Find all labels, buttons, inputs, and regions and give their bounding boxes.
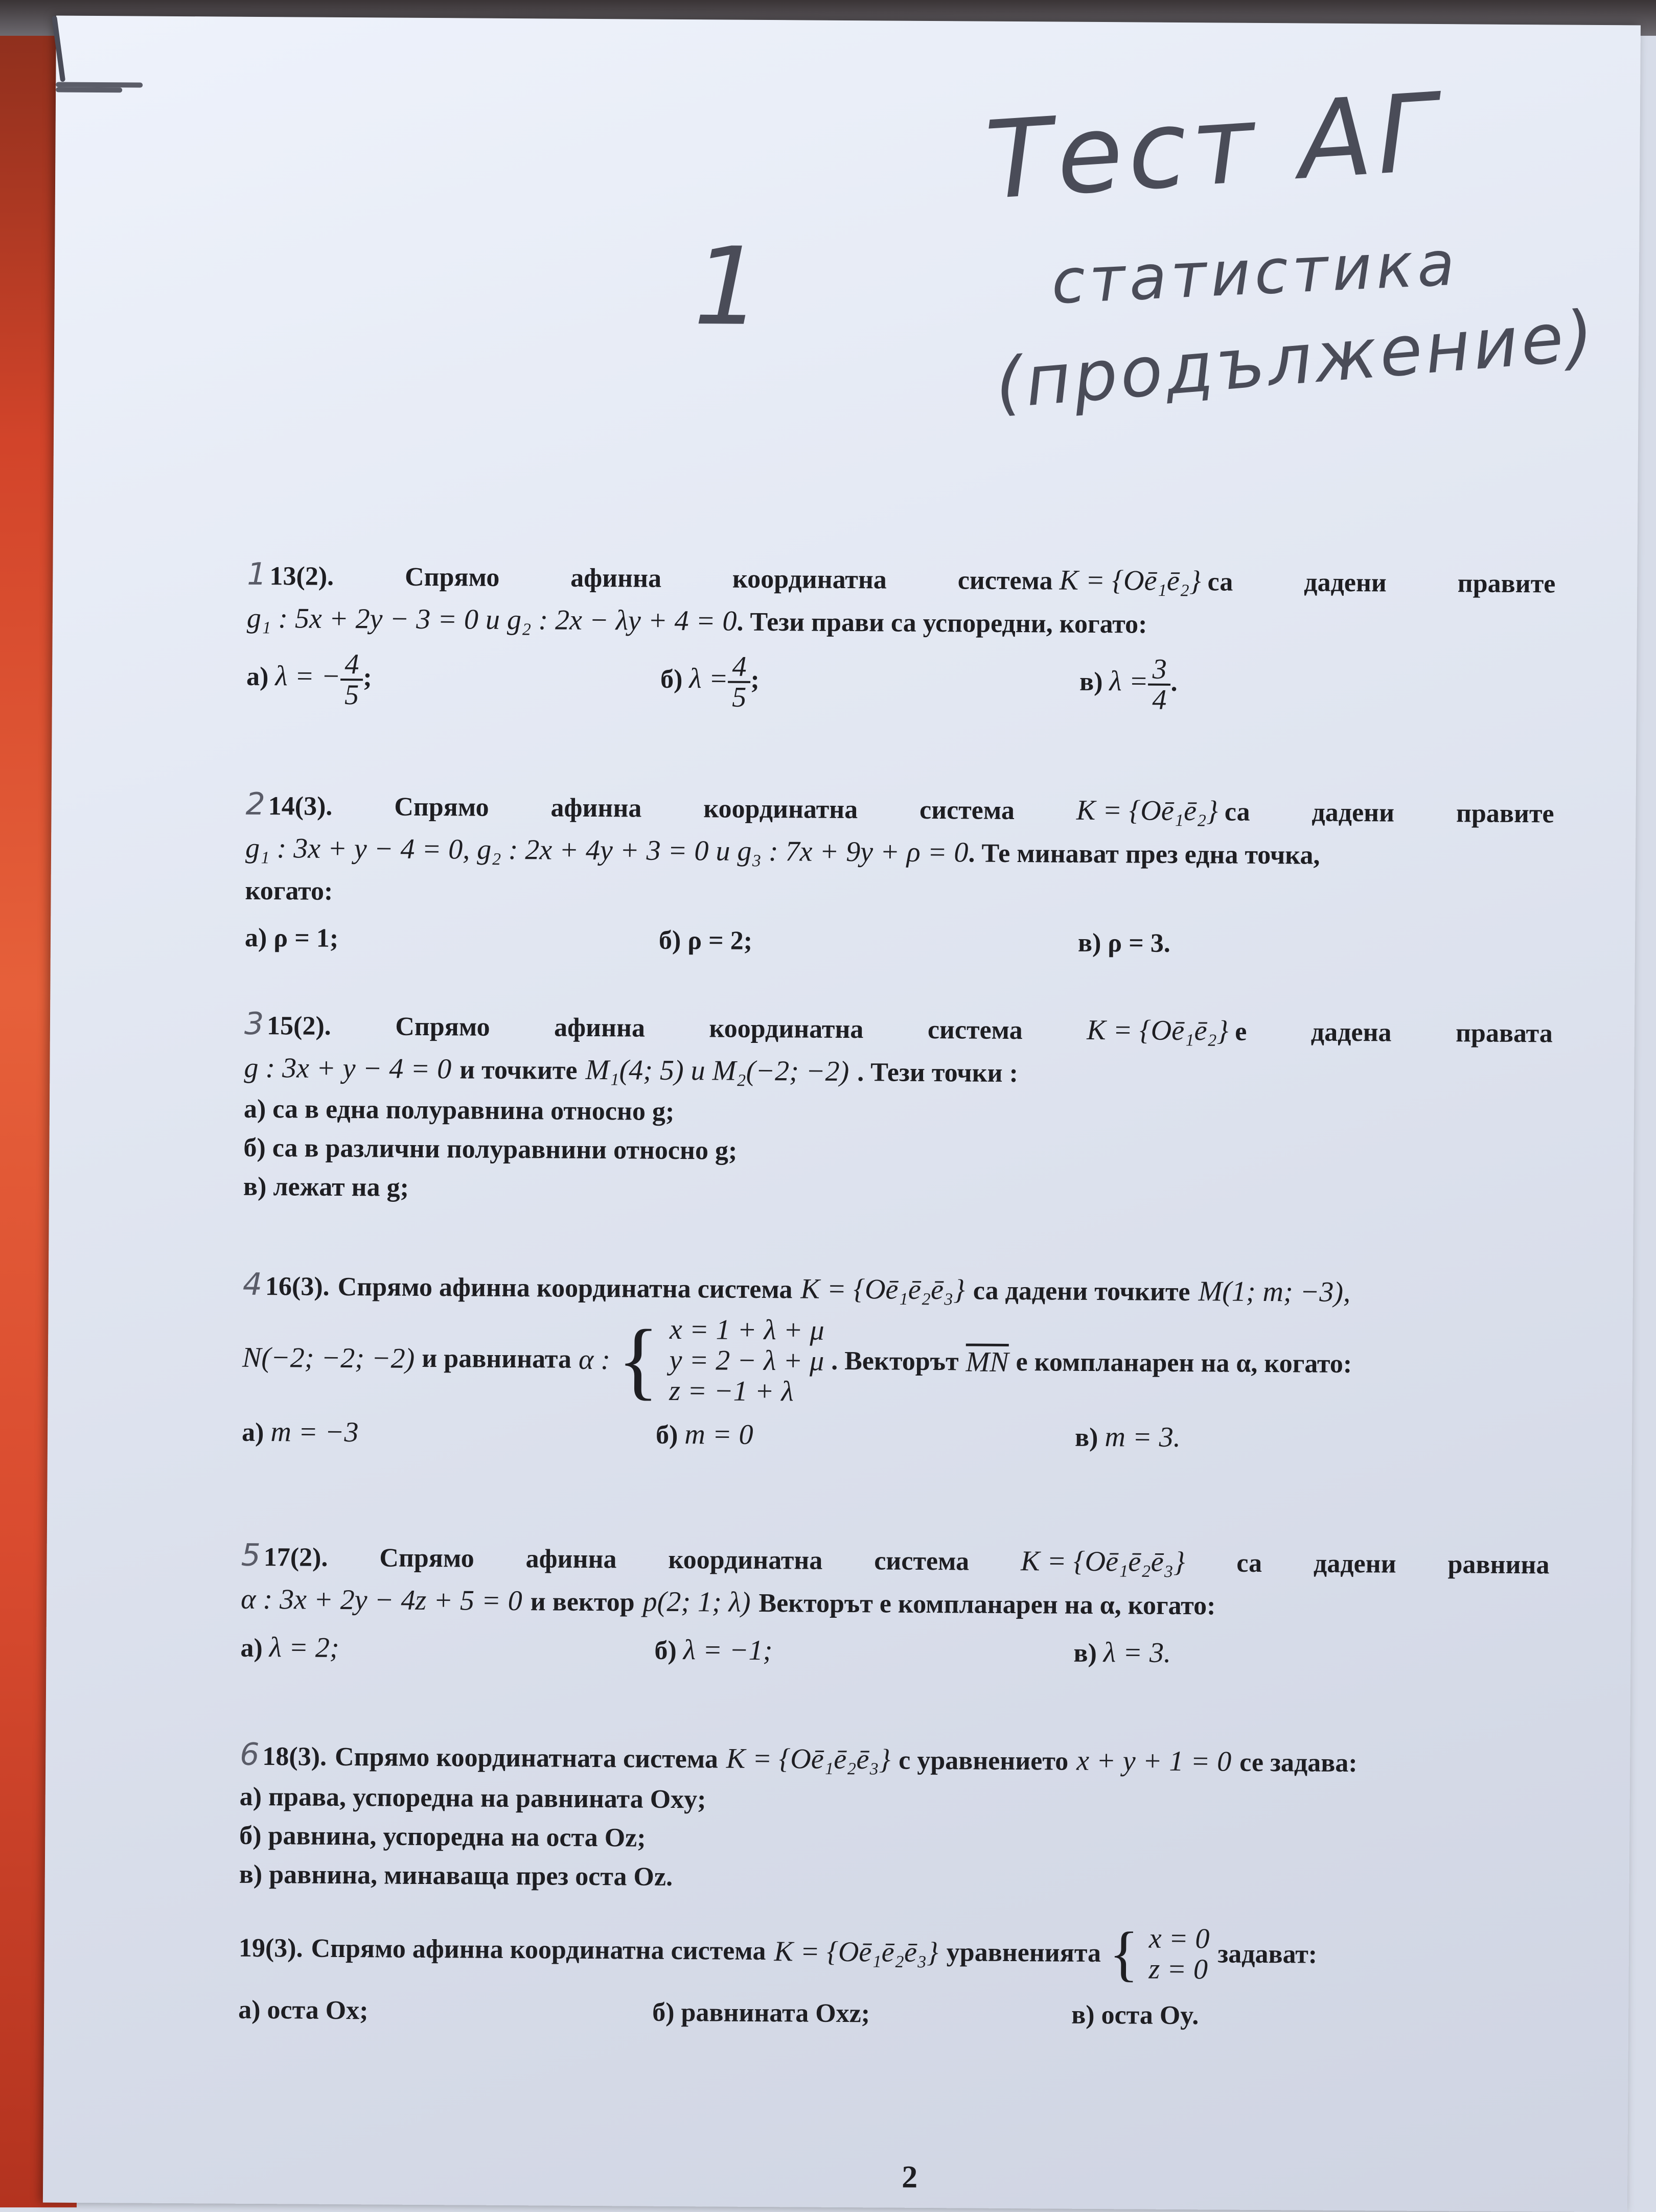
- problem-17: [240, 1534, 1550, 1678]
- coordinate-frame: K = {Oē₁ē₂}: [1087, 1014, 1229, 1047]
- word: правите: [1457, 569, 1556, 599]
- option-a: а) са в една полуравнина относно g;: [243, 1094, 675, 1126]
- hand-number: 5: [241, 1537, 261, 1574]
- word: дадена: [1310, 1017, 1392, 1047]
- point-n: N(−2; −2; −2): [242, 1341, 415, 1375]
- problem-label: 13(2).: [269, 562, 334, 591]
- problem-text: се задава:: [1239, 1748, 1358, 1778]
- handwritten-subtitle: статистика: [1050, 228, 1460, 318]
- hand-number: 4: [242, 1266, 263, 1303]
- option-a: а) m = −3: [241, 1416, 359, 1449]
- option-b: б) ρ = 2;: [658, 925, 753, 956]
- plane-equation: α : 3x + 2y − 4z + 5 = 0: [240, 1583, 522, 1617]
- word: координатна: [668, 1545, 823, 1575]
- problem-text: е компланарен на α, когато:: [1016, 1347, 1352, 1379]
- word: координатна: [709, 1014, 864, 1044]
- problem-text: . Векторът: [831, 1346, 959, 1377]
- word: са: [1224, 797, 1250, 827]
- option-b: б) m = 0: [655, 1418, 753, 1451]
- problem-text: Спрямо афинна координатна система: [311, 1934, 766, 1966]
- word: Спрямо: [395, 1012, 490, 1042]
- word: система: [919, 795, 1015, 826]
- problem-label: 15(2).: [266, 1011, 331, 1041]
- word: дадени: [1313, 1549, 1396, 1579]
- problem-label: 16(3).: [265, 1272, 330, 1301]
- option-b: б) λ = $\frac{4}{5}$ ;: [660, 650, 760, 713]
- plane-system: x = 1 + λ + μ y = 2 − λ + μ z = −1 + λ: [669, 1313, 824, 1408]
- word: равнина: [1447, 1550, 1550, 1580]
- word: афинна: [525, 1544, 617, 1574]
- word: афинна: [570, 563, 662, 593]
- points: M₁(4; 5) и M₂(−2; −2): [585, 1054, 849, 1088]
- equations: g₁ : 5x + 2y − 3 = 0 и g₂ : 2x − λy + 4 = 0: [246, 602, 737, 637]
- handwritten-dash: [56, 87, 122, 93]
- problem-16: [242, 1264, 1551, 1462]
- option-c: в) оста Oy.: [1071, 2000, 1199, 2031]
- problem-18: [239, 1734, 1549, 1902]
- problem-text: и точките: [459, 1055, 578, 1085]
- coordinate-frame: K = {Oē₁ē₂ē₃}: [1020, 1545, 1185, 1578]
- word: Спрямо: [404, 562, 500, 592]
- problem-text: задават:: [1217, 1939, 1318, 1969]
- word: система: [874, 1546, 970, 1576]
- problem-14: [245, 783, 1554, 967]
- coordinate-frame: K = {Oē₁ē₂}: [1059, 564, 1201, 597]
- option-c: в) m = 3.: [1074, 1421, 1181, 1454]
- problem-13: [246, 553, 1556, 717]
- problem-text: Спрямо координатната система: [334, 1742, 719, 1774]
- word: афинна: [554, 1013, 646, 1043]
- paper-sheet: [43, 16, 1641, 2212]
- coordinate-frame: K = {Oē₁ē₂ē₃}: [774, 1936, 938, 1969]
- system-brace: {: [617, 1312, 660, 1408]
- axis-system: x = 0 z = 0: [1148, 1922, 1210, 1986]
- problem-text: Спрямо афинна координатна система: [337, 1272, 793, 1305]
- option-a: а) λ = − $\frac{4}{5}$ ;: [246, 648, 372, 711]
- option-b: б) са в различни полуравнини относно g;: [243, 1133, 738, 1166]
- point-m: M(1; m; −3),: [1198, 1275, 1351, 1309]
- problem-label: 19(3).: [238, 1933, 303, 1963]
- problem-text: когато:: [245, 876, 333, 906]
- option-a: а) права, успоредна на равнината Oxy;: [239, 1782, 706, 1814]
- problem-label: 14(3).: [268, 791, 333, 821]
- problem-label: 18(3).: [262, 1742, 327, 1772]
- word: система: [957, 566, 1053, 596]
- option-c: в) равнина, минаваща през оста Oz.: [239, 1859, 673, 1892]
- coordinate-frame: K = {Oē₁ē₂}: [1076, 794, 1218, 827]
- option-b: б) λ = −1;: [654, 1634, 773, 1667]
- word: координатна: [703, 794, 858, 825]
- handwritten-subtitle-paren: (продължение): [992, 295, 1600, 424]
- hand-number: 1: [247, 556, 267, 593]
- system-brace: {: [1109, 1919, 1139, 1988]
- word: Спрямо: [379, 1543, 474, 1573]
- problem-text: и вектор: [530, 1587, 635, 1617]
- equation: g : 3x + y − 4 = 0: [244, 1052, 452, 1085]
- option-c: в) лежат на g;: [243, 1172, 409, 1202]
- hand-number: 3: [244, 1006, 264, 1042]
- equation: x + y + 1 = 0: [1076, 1744, 1232, 1778]
- vector-mn: $\overline{MN}$: [965, 1346, 1009, 1378]
- problem-text: . Те минават през една точка,: [968, 839, 1320, 870]
- option-a: а) ρ = 1;: [244, 923, 339, 953]
- word: Спрямо: [394, 792, 489, 822]
- word: правите: [1456, 799, 1554, 829]
- problem-text: уравненията: [946, 1938, 1101, 1968]
- problem-15: [243, 1003, 1553, 1215]
- option-b: б) равнината Oxz;: [652, 1997, 870, 2029]
- word: афинна: [550, 793, 642, 823]
- coordinate-frame: K = {Oē₁ē₂ē₃}: [726, 1742, 891, 1776]
- option-c: в) λ = $\frac{3}{4}$ .: [1079, 653, 1178, 716]
- word: правата: [1455, 1018, 1553, 1049]
- vector-p: p(2; 1; λ): [642, 1586, 751, 1618]
- word: дадени: [1312, 798, 1395, 828]
- hand-number: 6: [240, 1736, 260, 1773]
- word: система: [927, 1015, 1023, 1045]
- problem-text: и равнината: [422, 1343, 572, 1374]
- word: координатна: [732, 564, 887, 595]
- option-c: в) ρ = 3.: [1077, 928, 1171, 958]
- problem-text: с уравнението: [899, 1745, 1069, 1776]
- equations: g₁ : 3x + y − 4 = 0, g₂ : 2x + 4y + 3 = 0 и g₃ : 7x + 9y + ρ = 0: [245, 832, 969, 869]
- page-number: 2: [902, 2159, 918, 2195]
- plane-name: α :: [578, 1343, 611, 1376]
- word: са: [1207, 567, 1233, 597]
- word: е: [1235, 1017, 1247, 1046]
- word: са: [1236, 1548, 1262, 1578]
- handwritten-title: Тест АГ: [982, 69, 1446, 224]
- hand-number: 2: [245, 786, 266, 823]
- problem-text: . Тези прави са успоредни, когато:: [737, 607, 1147, 639]
- word: дадени: [1304, 568, 1387, 598]
- problem-text: . Тези точки :: [857, 1058, 1019, 1088]
- coordinate-frame: K = {Oē₁ē₂ē₃}: [800, 1273, 965, 1306]
- problem-text: са дадени точките: [973, 1276, 1190, 1307]
- problem-19: [238, 1918, 1547, 2039]
- handwritten-number: 1: [693, 224, 763, 350]
- option-c: в) λ = 3.: [1073, 1637, 1171, 1669]
- option-b: б) равнина, успоредна на оста Oz;: [239, 1821, 646, 1853]
- option-a: а) λ = 2;: [240, 1632, 339, 1664]
- problem-text: Векторът е компланарен на α, когато:: [758, 1588, 1216, 1621]
- option-a: а) оста Ox;: [238, 1995, 369, 2025]
- problem-label: 17(2).: [263, 1543, 328, 1572]
